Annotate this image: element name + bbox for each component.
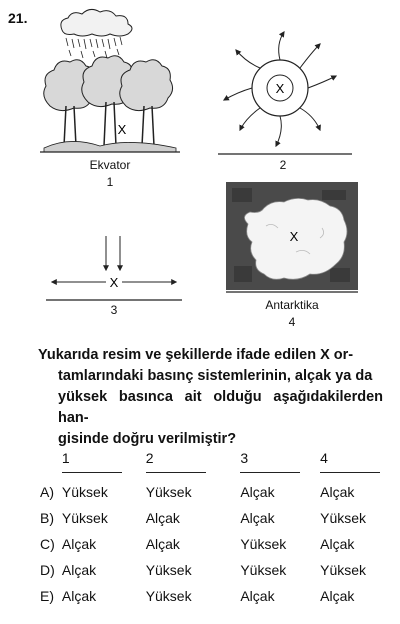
column-header-2: 2 bbox=[146, 450, 206, 473]
column-header-1: 1 bbox=[62, 450, 122, 473]
option-value: Alçak bbox=[61, 536, 97, 552]
figure-3-marker: X bbox=[109, 275, 119, 290]
option-row-d[interactable] bbox=[40, 557, 400, 583]
option-value: Yüksek bbox=[61, 484, 108, 500]
figure-3-subsidence bbox=[46, 232, 182, 304]
figure-4-antarctica-map bbox=[226, 182, 358, 294]
option-value: Yüksek bbox=[240, 536, 287, 552]
option-value: Alçak bbox=[61, 562, 97, 578]
column-header-3: 3 bbox=[240, 450, 300, 473]
option-value: Alçak bbox=[320, 588, 355, 604]
option-letter[interactable]: B) bbox=[40, 510, 54, 526]
question-number: 21. bbox=[8, 10, 28, 26]
figure-2-number: 2 bbox=[279, 158, 287, 172]
option-row-c[interactable] bbox=[40, 531, 400, 557]
figure-1-caption: Ekvator bbox=[89, 158, 131, 172]
figure-4-number: 4 bbox=[288, 315, 296, 329]
question-line: yüksek basınca ait olduğu aşağıdakilerden han- bbox=[58, 389, 383, 426]
option-row-b[interactable] bbox=[40, 505, 400, 531]
option-value: Yüksek bbox=[61, 510, 108, 526]
figure-1-equator-forest bbox=[40, 6, 180, 156]
option-value: Yüksek bbox=[320, 510, 367, 526]
option-letter[interactable]: E) bbox=[40, 588, 54, 604]
option-value: Alçak bbox=[240, 510, 275, 526]
option-row-a[interactable] bbox=[40, 479, 400, 505]
option-letter[interactable]: C) bbox=[40, 536, 55, 552]
option-value: Yüksek bbox=[240, 562, 287, 578]
option-value: Yüksek bbox=[145, 588, 192, 604]
option-value: Alçak bbox=[320, 536, 355, 552]
option-value: Yüksek bbox=[320, 562, 367, 578]
figure-3-number: 3 bbox=[110, 303, 118, 317]
figure-4-caption: Antarktika bbox=[265, 298, 319, 312]
question-line: tamlarındaki basınç sistemlerinin, alçak ya da bbox=[58, 368, 373, 384]
figure-1-marker: X bbox=[117, 122, 127, 137]
answer-table-header bbox=[40, 450, 400, 479]
question-line: Yukarıda resim ve şekillerde ifade edilen X or- bbox=[38, 347, 354, 363]
question-text bbox=[38, 345, 383, 450]
option-value: Yüksek bbox=[145, 562, 192, 578]
question-line: gisinde doğru verilmiştir? bbox=[58, 431, 237, 447]
column-header-4: 4 bbox=[320, 450, 380, 473]
answer-table bbox=[40, 450, 400, 609]
rain-cloud-icon bbox=[61, 9, 132, 58]
option-value: Yüksek bbox=[145, 484, 192, 500]
figure-2-marker: X bbox=[275, 81, 285, 96]
option-value: Alçak bbox=[145, 510, 180, 526]
figure-4-marker: X bbox=[289, 229, 299, 244]
option-value: Alçak bbox=[61, 588, 97, 604]
figure-2-divergent-winds bbox=[218, 30, 352, 160]
figure-1-number: 1 bbox=[106, 175, 114, 189]
option-value: Alçak bbox=[145, 536, 180, 552]
option-letter[interactable]: A) bbox=[40, 484, 54, 500]
option-value: Alçak bbox=[240, 588, 275, 604]
option-value: Alçak bbox=[320, 484, 355, 500]
tree-icon bbox=[44, 56, 173, 111]
option-value: Alçak bbox=[240, 484, 275, 500]
option-letter[interactable]: D) bbox=[40, 562, 55, 578]
option-row-e[interactable] bbox=[40, 583, 400, 609]
